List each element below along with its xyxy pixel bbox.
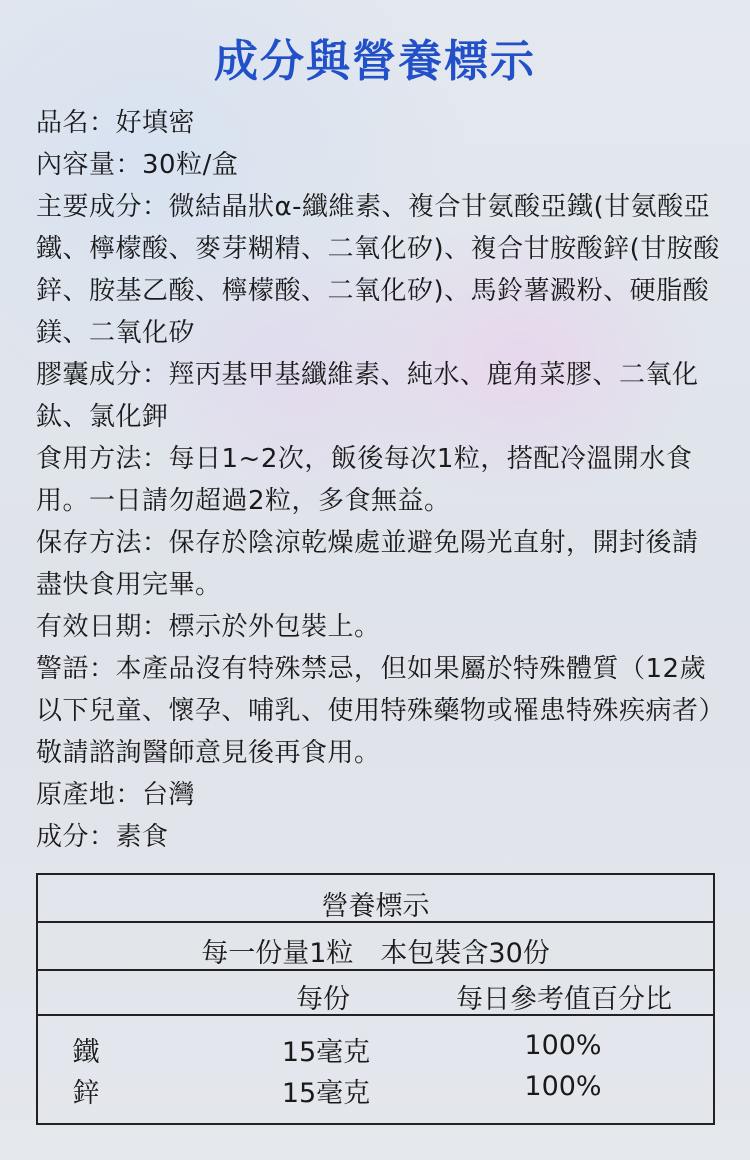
info-main-ingredients: 主要成分：微結晶狀α-纖維素、複合甘氨酸亞鐵(甘氨酸亞鐵、檸檬酸、麥芽糊精、二氧化矽)、複合甘胺酸鋅(甘胺酸鋅、胺基乙酸、檸檬酸、二氧化矽)、馬鈴薯澱粉、硬脂酸鎂、二氧化矽 [36, 192, 720, 348]
nutrient-percent: 100% [524, 1030, 602, 1061]
nutrient-name: 鐵 [72, 1037, 100, 1068]
nutrient-name: 鋅 [72, 1078, 100, 1109]
product-info [36, 102, 720, 858]
info-origin: 原產地：台灣 [36, 780, 196, 810]
info-content-quantity: 內容量：30粒/盒 [36, 150, 239, 180]
nutrient-amount: 15毫克 [281, 1037, 371, 1068]
info-capsule-ingredients: 膠囊成分：羥丙基甲基纖維素、純水、鹿角菜膠、二氧化鈦、氯化鉀 [36, 360, 699, 432]
info-usage: 食用方法：每日1~2次，飯後每次1粒，搭配冷溫開水食用。一日請勿超過2粒，多食無益。 [36, 444, 693, 516]
nutrition-column-header-row [38, 971, 713, 1016]
info-warning: 警語：本產品沒有特殊禁忌，但如果屬於特殊體質（12歲以下兒童、懷孕、哺乳、使用特殊藥物或罹患特殊疾病者）敬請諮詢醫師意見後再食用。 [36, 654, 713, 768]
page-title: 成分與營養標示 [214, 36, 536, 87]
nutrition-serving-row [38, 923, 713, 971]
info-expiry: 有效日期：標示於外包裝上。 [36, 612, 381, 642]
nutrition-table [36, 873, 715, 1125]
info-storage: 保存方法：保存於陰涼乾燥處並避免陽光直射，開封後請盡快食用完畢。 [36, 528, 699, 600]
info-product-name: 品名：好填密 [36, 108, 196, 138]
nutrient-percent: 100% [524, 1071, 602, 1102]
table-row [38, 1065, 713, 1123]
nutrition-header-row [38, 875, 713, 923]
table-row [38, 1016, 713, 1068]
column-daily-value: 每日參考值百分比 [456, 984, 672, 1015]
column-per-serving: 每份 [296, 984, 350, 1015]
nutrition-serving: 每一份量1粒 本包裝含30份 [201, 938, 550, 969]
nutrient-amount: 15毫克 [281, 1078, 371, 1109]
info-diet-type: 成分：素食 [36, 822, 169, 852]
nutrition-header: 營養標示 [321, 891, 430, 922]
